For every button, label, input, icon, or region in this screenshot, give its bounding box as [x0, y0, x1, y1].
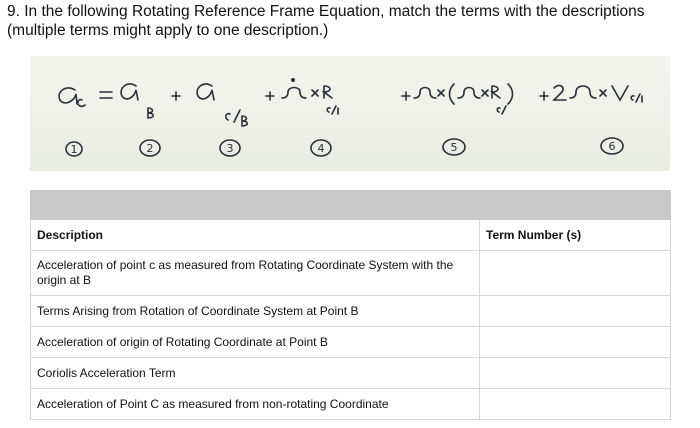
table-row: [31, 389, 671, 420]
description-cell: Acceleration of point c as measured from Rotating Coordinate System with the origin at B: [31, 251, 480, 296]
matching-table: [30, 190, 671, 420]
equation-term-a-c: [59, 88, 85, 107]
term-number-5: 5: [450, 141, 458, 154]
description-cell: Coriolis Acceleration Term: [31, 358, 480, 389]
equation-term-coriolis: [540, 85, 642, 102]
term-number-1: 1: [70, 143, 78, 156]
description-cell: Terms Arising from Rotation of Coordinate System at Point B: [31, 296, 480, 327]
equation-term-omega-cross-omega-cross-r: [402, 84, 513, 114]
term-number-cell[interactable]: [480, 251, 671, 296]
term-number-cell[interactable]: [480, 296, 671, 327]
equals-sign: [100, 92, 112, 98]
handwritten-equation: [30, 56, 670, 171]
term-number-cell[interactable]: [480, 389, 671, 420]
term-number-3: 3: [226, 142, 234, 155]
term-number-cell[interactable]: [480, 327, 671, 358]
equation-term-a-cb: [197, 84, 247, 126]
term-number-header: Term Number (s): [480, 220, 671, 251]
term-number-4: 4: [317, 142, 325, 155]
table-header-row: [31, 220, 671, 251]
equation-term-omega-dot-cross-r: [266, 79, 338, 114]
question-text: 9. In the following Rotating Reference Frame Equation, match the terms with the descriptions (multiple terms might apply to one description.): [7, 3, 645, 39]
description-cell: Acceleration of Point C as measured from non-rotating Coordinate: [31, 389, 480, 420]
plus-sign-1: [172, 92, 180, 100]
description-header: Description: [31, 220, 480, 251]
table-row: [31, 251, 671, 296]
table-row: [31, 296, 671, 327]
table-header-band: [31, 191, 671, 220]
description-cell: Acceleration of origin of Rotating Coordinate at Point B: [31, 327, 480, 358]
table-row: [31, 327, 671, 358]
term-number-cell[interactable]: [480, 358, 671, 389]
equation-term-a-b: [121, 84, 153, 118]
term-number-2: 2: [146, 142, 154, 155]
table-row: [31, 358, 671, 389]
term-number-6: 6: [608, 140, 616, 153]
